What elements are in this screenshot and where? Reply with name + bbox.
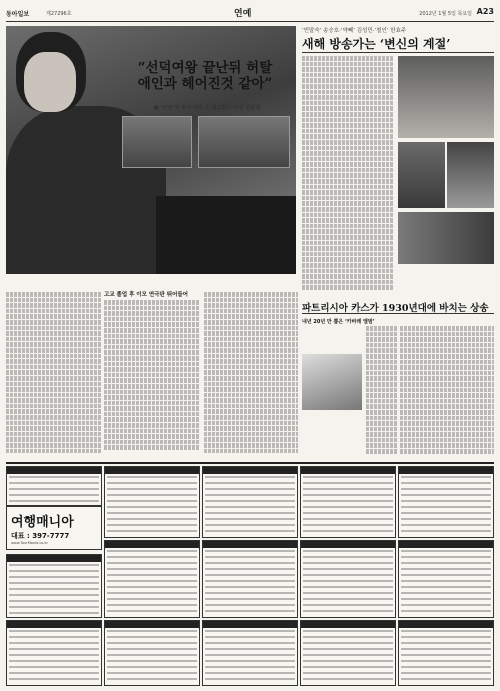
inset-photo xyxy=(122,116,192,168)
page-header xyxy=(6,6,494,22)
travel-ad-box xyxy=(202,620,298,686)
mid-story-subhead: 내년 20년 만 뽑은 ‘카바레 앨범’ xyxy=(302,319,375,325)
right-story-kicker: ‘빈말숙’ 송승호·‘약뻬’ 김성민·‘철인’ 한효주 xyxy=(302,28,407,34)
travel-ad-box xyxy=(398,540,494,618)
main-headline-line2: 애인과 헤어진것 같아” xyxy=(137,76,273,92)
divider xyxy=(302,313,494,314)
travel-ad-box xyxy=(104,466,200,538)
issue-number: 제27296호 xyxy=(46,11,72,17)
advertisement-section xyxy=(6,462,494,686)
travel-ad-box xyxy=(300,620,396,686)
article-body-column xyxy=(400,326,494,456)
drama-still-photo xyxy=(398,142,445,208)
travel-ad-box xyxy=(6,620,102,686)
publication-date: 2012년 1월 5일 목요일 xyxy=(419,11,472,17)
travel-ad-box xyxy=(104,540,200,618)
page-number: A23 xyxy=(476,7,494,16)
travel-ad-box xyxy=(202,540,298,618)
right-story-photos xyxy=(398,56,494,296)
article-body-column xyxy=(104,300,200,454)
brand-phone: 대표 : 397-7777 xyxy=(11,532,70,540)
travel-ad-box xyxy=(300,466,396,538)
section-title: 연예 xyxy=(234,9,252,19)
sub-story-heading: 고교 졸업 후 이모 연극판 뛰어들어 xyxy=(104,292,188,298)
main-subhead: ■ ‘비담’역 맡아 데뷔 후 최고인기 누린 김남길 xyxy=(153,105,261,111)
brand-name: 여행매니아 xyxy=(11,515,74,530)
inset-photos xyxy=(122,116,290,176)
photo-chair xyxy=(156,196,296,274)
main-headline xyxy=(120,60,290,92)
article-body-column xyxy=(302,56,394,294)
travel-ad-box xyxy=(104,620,200,686)
travel-agency-brand xyxy=(6,506,102,550)
right-story-headline: 새해 방송가는 ‘변신의 계절’ xyxy=(302,37,451,51)
photo-figure-face xyxy=(24,52,76,112)
mid-story-headline: 파트리시아 카스가 1930년대에 바치는 상송 xyxy=(302,303,489,314)
divider xyxy=(302,52,494,53)
drama-still-photo xyxy=(398,212,494,264)
travel-ad-box xyxy=(398,620,494,686)
publication-name: 동아일보 xyxy=(6,11,30,18)
drama-still-photo xyxy=(447,142,494,208)
travel-ad-box xyxy=(300,540,396,618)
travel-ad-box xyxy=(398,466,494,538)
travel-ad-box xyxy=(6,466,102,506)
article-body-column xyxy=(6,292,102,454)
brand-url: www.TourMania.co.kr xyxy=(11,541,48,545)
article-body-column xyxy=(204,292,298,454)
article-body-column xyxy=(302,326,398,456)
travel-ad-box xyxy=(6,554,102,618)
main-headline-line1: “선덕여왕 끝난뒤 허탈 xyxy=(137,60,273,76)
inset-photo xyxy=(198,116,290,168)
drama-still-photo xyxy=(398,56,494,138)
travel-ad-box xyxy=(202,466,298,538)
